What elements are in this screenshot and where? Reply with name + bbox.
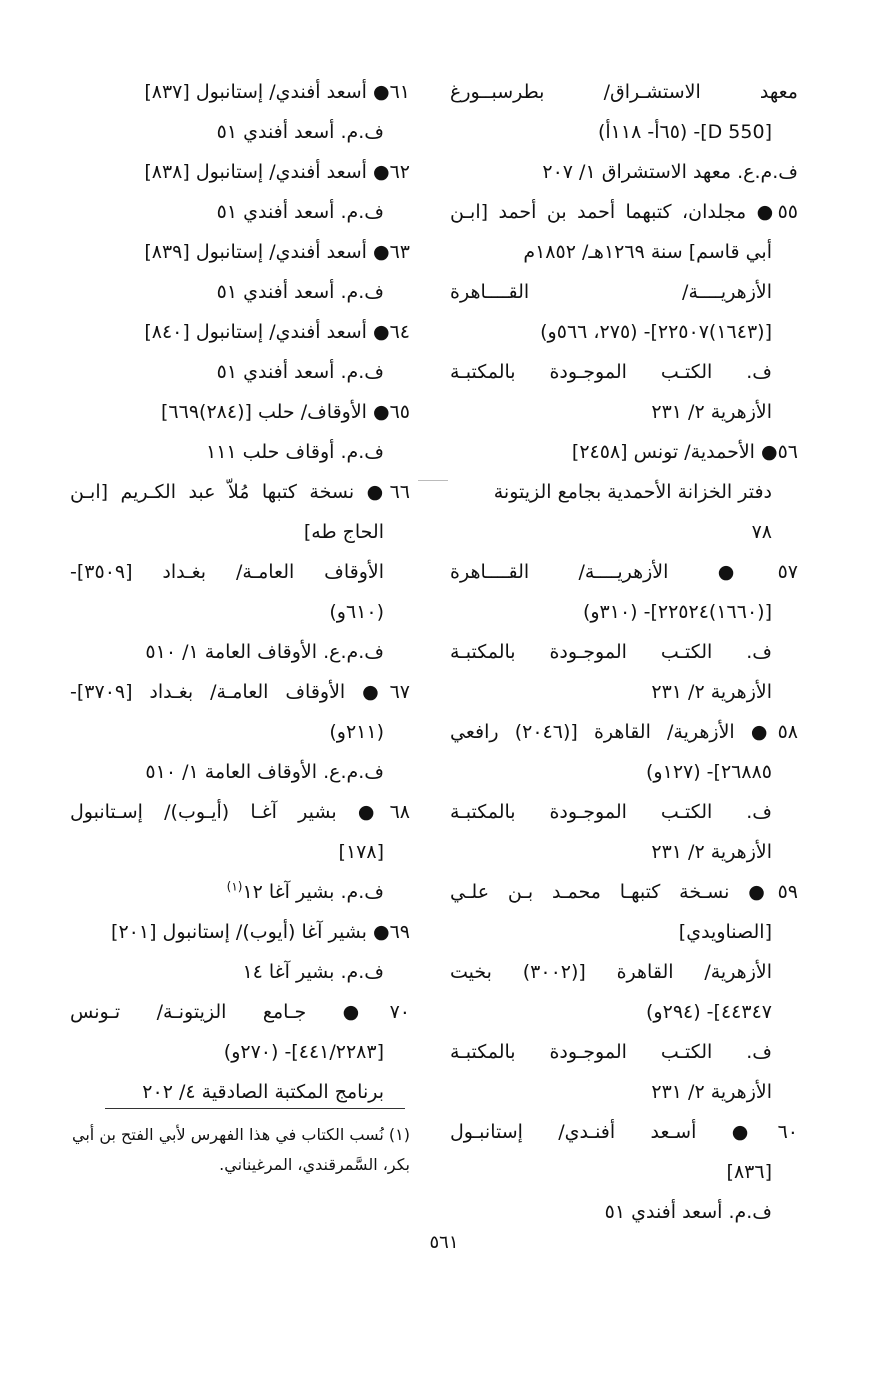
right-column-line bbox=[450, 1112, 798, 1152]
line-text: ف.م. بشير آغا ١٢ bbox=[242, 881, 384, 903]
left-column-line bbox=[70, 472, 410, 512]
line-text: ٦٧● الأوقاف العامـة/ بغـداد [٣٧٠٩]- bbox=[70, 681, 410, 703]
left-column-line bbox=[70, 192, 410, 232]
right-column bbox=[450, 72, 798, 1232]
left-column-line bbox=[70, 752, 410, 792]
right-column-line bbox=[450, 632, 798, 672]
line-text: الأزهرية ٢/ ٢٣١ bbox=[651, 401, 772, 423]
line-text: [(١٦٤٣)٢٢٥٠٧]- (٢٧٥، ٥٦٦و) bbox=[540, 321, 772, 343]
line-text: ٦٣● أسعد أفندي/ إستانبول [٨٣٩] bbox=[144, 241, 410, 263]
line-text: ٧٠● جـامع الزيتونـة/ تـونس bbox=[70, 1001, 410, 1023]
line-text: ٦٢● أسعد أفندي/ إستانبول [٨٣٨] bbox=[144, 161, 410, 183]
line-text: ٦٦● نسخة كتبها مُلاّ عبد الكـريم [ابـن bbox=[70, 481, 410, 503]
line-text: ٥٨● الأزهرية/ القاهرة [(٢٠٤٦) رافعي bbox=[450, 721, 798, 743]
left-column-line bbox=[70, 72, 410, 112]
line-text: ف.م.ع. معهد الاستشراق ١/ ٢٠٧ bbox=[542, 161, 798, 183]
right-column-line bbox=[450, 872, 798, 912]
left-column-line bbox=[70, 872, 410, 912]
left-column-line bbox=[70, 112, 410, 152]
left-column-line bbox=[70, 992, 410, 1032]
footnote-marker: (١) bbox=[226, 879, 243, 894]
left-column-line bbox=[70, 1032, 410, 1072]
right-column-line bbox=[450, 312, 798, 352]
line-text: الحاج طه] bbox=[303, 521, 384, 543]
left-column-line bbox=[70, 352, 410, 392]
right-column-line bbox=[450, 792, 798, 832]
line-text: ٧٨ bbox=[751, 521, 772, 543]
right-column-line bbox=[450, 1032, 798, 1072]
line-text: ٦٨● بشير آغـا (أيـوب)/ إسـتانبول bbox=[70, 801, 410, 823]
line-text: الأزهرية ٢/ ٢٣١ bbox=[651, 681, 772, 703]
right-column-line bbox=[450, 752, 798, 792]
line-text: ف.م. أسعد أفندي ٥١ bbox=[216, 121, 384, 143]
line-text: ٥٧● الأزهريــــة/ القــــاهرة bbox=[450, 561, 798, 583]
left-column-line bbox=[70, 592, 410, 632]
right-column-line bbox=[450, 1192, 798, 1232]
line-text: الأوقاف العامـة/ بغـداد [٣٥٠٩]- bbox=[70, 561, 384, 583]
line-text: ٦٥● الأوقاف/ حلب [(٢٨٤)٦٦٩] bbox=[161, 401, 410, 423]
right-column-line bbox=[450, 512, 798, 552]
line-text: ف.م. بشير آغا ١٤ bbox=[242, 961, 384, 983]
line-text: ٥٥● مجلدان، كتبهما أحمد بن أحمد [ابـن bbox=[450, 201, 798, 223]
left-column-line bbox=[70, 232, 410, 272]
line-text: ٥٦● الأحمدية/ تونس [٢٤٥٨] bbox=[571, 441, 798, 463]
right-column-line bbox=[450, 192, 798, 232]
right-column-line bbox=[450, 1072, 798, 1112]
left-column-line bbox=[70, 632, 410, 672]
line-text: ف.م. أسعد أفندي ٥١ bbox=[604, 1201, 772, 1223]
line-text: ف.م. أسعد أفندي ٥١ bbox=[216, 281, 384, 303]
left-column bbox=[70, 72, 410, 1112]
left-column-line bbox=[70, 512, 410, 552]
line-text: ٦١● أسعد أفندي/ إستانبول [٨٣٧] bbox=[144, 81, 410, 103]
right-column-line bbox=[450, 112, 798, 152]
left-column-line bbox=[70, 712, 410, 752]
right-column-line bbox=[450, 472, 798, 512]
footnote bbox=[70, 1120, 410, 1180]
footnote-line-2: بكر، السَّمرقندي، المرغيناني. bbox=[219, 1155, 410, 1174]
right-column-line bbox=[450, 672, 798, 712]
right-column-line bbox=[450, 952, 798, 992]
left-column-line bbox=[70, 912, 410, 952]
line-text: [٤٤١/٢٢٨٣]- (٢٧٠و) bbox=[223, 1041, 384, 1063]
line-text: ف. الكتـب الموجـودة بالمكتبـة bbox=[450, 801, 772, 823]
right-column-line bbox=[450, 432, 798, 472]
left-column-line bbox=[70, 1072, 410, 1112]
line-text: معهد الاستشـراق/ بطرسبــورغ bbox=[450, 81, 798, 103]
right-column-line bbox=[450, 272, 798, 312]
right-column-line bbox=[450, 712, 798, 752]
line-text: ف. الكتـب الموجـودة بالمكتبـة bbox=[450, 1041, 772, 1063]
right-column-line bbox=[450, 992, 798, 1032]
left-column-line bbox=[70, 552, 410, 592]
line-text: [D 550]- (٦٥أ- ١١٨أ) bbox=[597, 121, 772, 143]
line-text: ٦٠● أسـعد أفنـدي/ إستانبـول bbox=[450, 1121, 798, 1143]
line-text: [(١٦٦٠)٢٢٥٢٤]- (٣١٠و) bbox=[582, 601, 772, 623]
left-column-line bbox=[70, 392, 410, 432]
line-text: ٥٩● نسـخة كتبهـا محمـد بـن علـي bbox=[450, 881, 798, 903]
line-text: ٦٤● أسعد أفندي/ إستانبول [٨٤٠] bbox=[144, 321, 410, 343]
line-text: ف.م. أسعد أفندي ٥١ bbox=[216, 361, 384, 383]
line-text: ٤٤٣٤٧]- (٢٩٤و) bbox=[646, 1001, 772, 1023]
right-column-line bbox=[450, 592, 798, 632]
left-column-line bbox=[70, 312, 410, 352]
line-text: [الصناويدي] bbox=[678, 921, 772, 943]
left-column-line bbox=[70, 152, 410, 192]
line-text: ف.م.ع. الأوقاف العامة ١/ ٥١٠ bbox=[145, 761, 384, 783]
line-text: الأزهريــــة/ القــــاهرة bbox=[450, 281, 772, 303]
footnote-line-1: (١) نُسب الكتاب في هذا الفهرس لأبي الفتح بن أبي bbox=[72, 1125, 410, 1144]
right-column-line bbox=[450, 1152, 798, 1192]
right-column-line bbox=[450, 392, 798, 432]
left-column-line bbox=[70, 952, 410, 992]
line-text: [٨٣٦] bbox=[726, 1161, 772, 1183]
line-text: (٦١٠و) bbox=[329, 601, 384, 623]
footnote-separator bbox=[105, 1108, 405, 1109]
line-text: ف.م.ع. الأوقاف العامة ١/ ٥١٠ bbox=[145, 641, 384, 663]
right-column-line bbox=[450, 152, 798, 192]
line-text: ٢٦٨٨٥]- (١٢٧و) bbox=[646, 761, 772, 783]
right-column-line bbox=[450, 912, 798, 952]
right-column-line bbox=[450, 832, 798, 872]
left-column-line bbox=[70, 832, 410, 872]
left-column-line bbox=[70, 272, 410, 312]
line-text: ف.م. أوقاف حلب ١١١ bbox=[206, 441, 384, 463]
line-text: ف. الكتـب الموجـودة بالمكتبـة bbox=[450, 361, 772, 383]
line-text: ٦٩● بشير آغا (أيوب)/ إستانبول [٢٠١] bbox=[111, 921, 410, 943]
line-text: أبي قاسم] سنة ١٢٦٩هـ/ ١٨٥٢م bbox=[523, 241, 772, 263]
left-column-line bbox=[70, 672, 410, 712]
line-text: دفتر الخزانة الأحمدية بجامع الزيتونة bbox=[493, 481, 772, 503]
line-text: الأزهرية ٢/ ٢٣١ bbox=[651, 841, 772, 863]
page-number: ٥٦١ bbox=[429, 1232, 459, 1253]
faint-scan-line bbox=[418, 480, 448, 481]
right-column-line bbox=[450, 352, 798, 392]
line-text: (٢١١و) bbox=[329, 721, 384, 743]
left-column-line bbox=[70, 792, 410, 832]
line-text: [١٧٨] bbox=[338, 841, 384, 863]
line-text: برنامج المكتبة الصادقية ٤/ ٢٠٢ bbox=[142, 1081, 384, 1103]
line-text: الأزهرية/ القاهرة [(٣٠٠٢) بخيت bbox=[450, 961, 772, 983]
line-text: ف.م. أسعد أفندي ٥١ bbox=[216, 201, 384, 223]
line-text: الأزهرية ٢/ ٢٣١ bbox=[651, 1081, 772, 1103]
right-column-line bbox=[450, 232, 798, 272]
right-column-line bbox=[450, 552, 798, 592]
line-text: ف. الكتـب الموجـودة بالمكتبـة bbox=[450, 641, 772, 663]
left-column-line bbox=[70, 432, 410, 472]
right-column-line bbox=[450, 72, 798, 112]
